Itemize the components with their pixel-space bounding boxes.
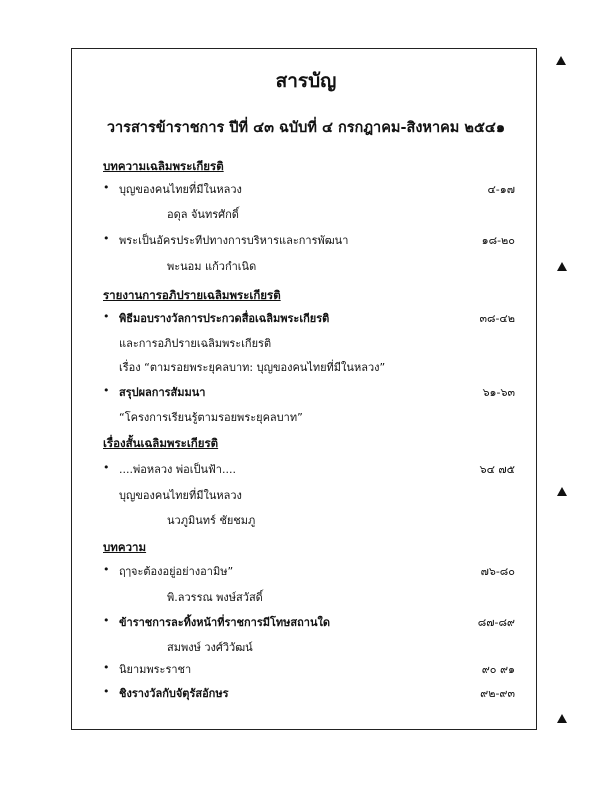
toc-entry[interactable]	[103, 562, 515, 580]
toc-entry[interactable]	[103, 383, 515, 401]
entry-author: พิ.ลวรรณ พงษ์สวัสดิ์	[167, 591, 263, 604]
entry-author: พะนอม แก้วกำเนิด	[167, 260, 257, 273]
entry-author: อดุล จันทรศักดิ์	[167, 208, 239, 221]
journal-issue-line: วารสารข้าราชการ ปีที่ ๔๓ ฉบับที่ ๔ กรกฎาคม-สิงหาคม ๒๕๔๑	[106, 120, 506, 136]
toc-entry[interactable]	[103, 684, 515, 702]
bullet-icon: •	[103, 181, 110, 194]
bullet-icon: •	[103, 384, 110, 397]
section-heading: รายงานการอภิปรายเฉลิมพระเกียรติ	[103, 288, 281, 302]
section-heading: เรื่องสั้นเฉลิมพระเกียรติ	[103, 436, 219, 450]
entry-title: ชิงรางวัลกับจัตุรัสอักษร	[119, 687, 229, 700]
page-range: ๖๔ ๗๕	[479, 463, 515, 476]
section-heading: บทความ	[103, 540, 147, 554]
bullet-icon: •	[103, 461, 110, 474]
toc-entry[interactable]	[103, 309, 515, 327]
page-range: ๘๗-๘๙	[477, 616, 515, 629]
bullet-icon: •	[103, 310, 110, 323]
toc-entry[interactable]	[103, 460, 515, 478]
entry-author: นวภูมินทร์ ชัยชมภู	[167, 514, 256, 527]
entry-title: นิยามพระราชา	[119, 663, 192, 676]
binding-mark	[557, 714, 567, 723]
toc-entry[interactable]	[103, 180, 515, 198]
entry-title: พิธีมอบรางวัลการประกวดสื่อเฉลิมพระเกียรติ	[119, 312, 330, 325]
entry-subtitle: บุญของคนไทยที่มีในหลวง	[119, 489, 242, 502]
entry-title: พระเป็นอัครประทีปทางการบริหารและการพัฒนา	[119, 234, 349, 247]
page-range: ๔-๑๗	[487, 183, 515, 196]
page-range: ๙๐ ๙๑	[481, 663, 515, 676]
page-range: ๗๖-๘๐	[480, 565, 515, 578]
entry-subtitle: “โครงการเรียนรู้ตามรอยพระยุคลบาท”	[119, 411, 303, 424]
binding-mark	[557, 487, 567, 496]
entry-subtitle: เรื่อง “ตามรอยพระยุคลบาท: บุญของคนไทยที่มีในหลวง”	[119, 361, 386, 374]
entry-title: สรุปผลการสัมมนา	[119, 386, 206, 399]
page-range: ๑๘-๒๐	[481, 234, 515, 247]
page-title: สารบัญ	[275, 70, 337, 92]
bullet-icon: •	[103, 232, 110, 245]
entry-author: สมพงษ์ วงศ์วิวัฒน์	[167, 641, 253, 654]
page-range: ๙๒-๙๓	[480, 687, 515, 700]
page-range: ๓๘-๔๒	[479, 312, 515, 325]
bullet-icon: •	[103, 685, 110, 698]
bullet-icon: •	[103, 661, 110, 674]
entry-title: ฤๅจะต้องอยู่อย่างอามิษ”	[119, 565, 234, 578]
toc-entry[interactable]	[103, 613, 515, 631]
binding-mark	[557, 262, 567, 271]
bullet-icon: •	[103, 614, 110, 627]
bullet-icon: •	[103, 563, 110, 576]
toc-entry[interactable]	[103, 231, 515, 249]
entry-title: ....พ่อหลวง พ่อเป็นฟ้า....	[119, 463, 236, 476]
binding-mark	[556, 56, 566, 65]
section-heading: บทความเฉลิมพระเกียรติ	[103, 159, 224, 173]
page-range: ๖๑-๖๓	[482, 386, 515, 399]
toc-entry[interactable]	[103, 660, 515, 678]
entry-title: ข้าราชการละทิ้งหน้าที่ราชการมีโทษสถานใด	[119, 616, 331, 629]
entry-subtitle: และการอภิปรายเฉลิมพระเกียรติ	[119, 337, 272, 350]
entry-title: บุญของคนไทยที่มีในหลวง	[119, 183, 242, 196]
